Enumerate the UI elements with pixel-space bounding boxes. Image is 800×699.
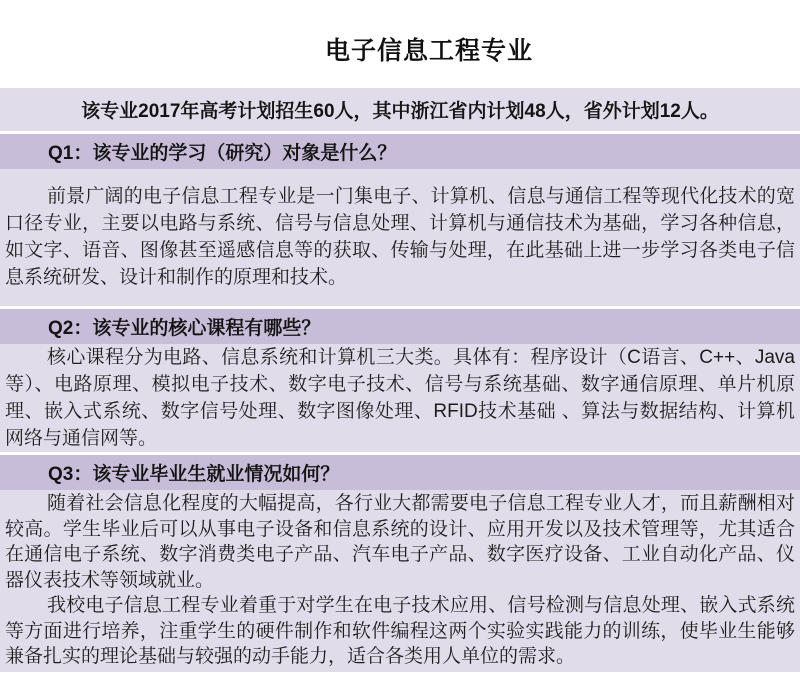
- question-header: [0, 134, 800, 169]
- answer-paragraph: 前景广阔的电子信息工程专业是一门集电子、计算机、信息与通信工程等现代化技术的宽口径专业，主要以电路与系统、信号与信息处理、计算机与通信技术为基础，学习各种信息，如文字、语音、图像甚至遥感信息等的获取、传输与处理，在此基础上进一步学习各类电子信息系统研发、设计和制作的原理和技术。: [5, 186, 795, 288]
- answer-paragraph: 我校电子信息工程专业着重于对学生在电子技术应用、信号检测与信息处理、嵌入式系统等方面进行培养，注重学生的硬件制作和软件编程这两个实验实践能力的训练，使毕业生能够兼备扎实的理论基础与较强的动手能力，适合各类用人单位的需求。: [5, 595, 795, 667]
- question-text: Q2：该专业的核心课程有哪些？: [48, 318, 321, 339]
- enrollment-banner: [0, 88, 800, 131]
- answer-body: [0, 490, 800, 672]
- answer-body: [0, 169, 800, 306]
- answer-paragraph: 随着社会信息化程度的大幅提高，各行业大都需要电子信息工程专业人才，而且薪酬相对较高。学生毕业后可以从事电子设备和信息系统的设计、应用开发以及技术管理等，尤其适合在通信电子系统、数字消费类电子产品、汽车电子产品、数字医疗设备、工业自动化产品、仪器仪表技术等领域就业。: [5, 493, 795, 591]
- qa-section: [0, 309, 800, 452]
- question-header: [0, 455, 800, 490]
- qa-section: [0, 455, 800, 672]
- question-text: Q3：该专业毕业生就业情况如何？: [48, 464, 340, 485]
- title-area: [0, 0, 800, 88]
- enrollment-text: 该专业2017年高考计划招生60人，其中浙江省内计划48人，省外计划12人。: [81, 101, 719, 122]
- qa-section: [0, 134, 800, 306]
- qa-sections: [0, 134, 800, 672]
- answer-paragraph: 核心课程分为电路、信息系统和计算机三大类。具体有：程序设计（C语言、C++、Java等）、电路原理、模拟电子技术、数字电子技术、信号与系统基础、数字通信原理、单片机原理、嵌入式系统、数字信号处理、数字图像处理、RFID技术基础 、算法与数据结构、计算机网络与通信网等。: [5, 347, 795, 449]
- question-header: [0, 309, 800, 344]
- page-title: 电子信息工程专业: [324, 37, 533, 65]
- answer-body: [0, 344, 800, 452]
- question-text: Q1：该专业的学习（研究）对象是什么？: [48, 143, 397, 164]
